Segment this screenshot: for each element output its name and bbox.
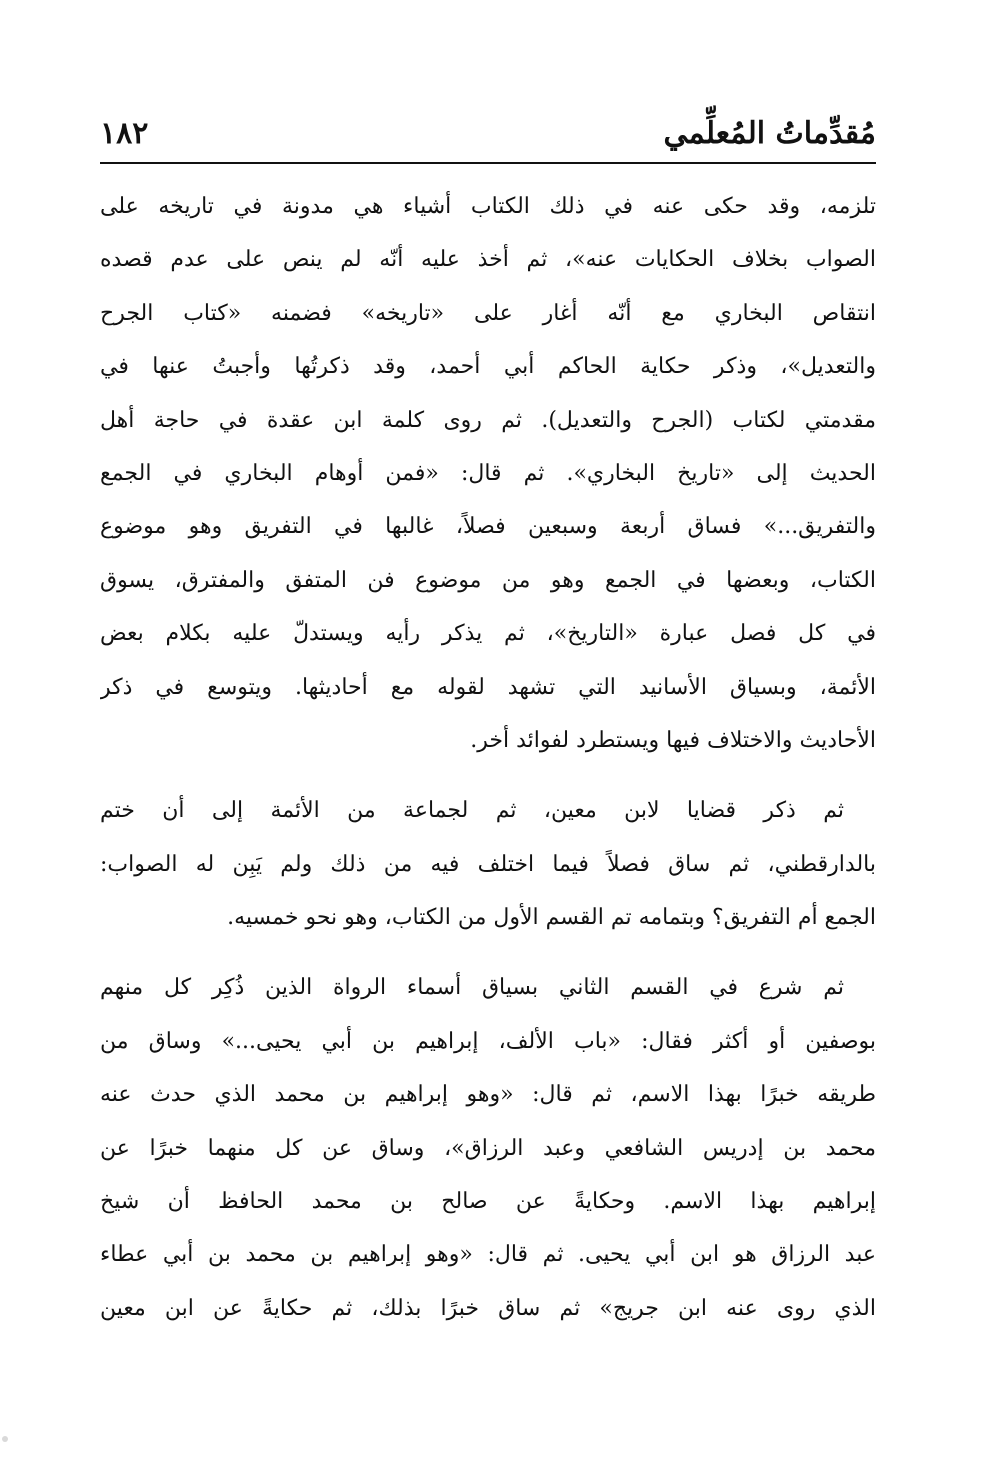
- text-line: ثم ذكر قضايا لابن معين، ثم لجماعة من الأئمة إلى أن ختم: [100, 798, 844, 824]
- text-line: الكتاب، وبعضها في الجمع وهو من موضوع فن المتفق والمفترق، يسوق: [100, 567, 876, 593]
- paragraph-gap: [100, 767, 876, 784]
- paragraph-2: [100, 784, 876, 944]
- text-line: في كل فصل عبارة «التاريخ»، ثم يذكر رأيه ويستدلّ عليه بكلام بعض: [100, 621, 876, 647]
- text-line: الحديث إلى «تاريخ البخاري». ثم قال: «فمن أوهام البخاري في الجمع: [100, 460, 876, 486]
- text-line: طريقه خبرًا بهذا الاسم، ثم قال: «وهو إبراهيم بن محمد الذي حدث عنه: [100, 1082, 876, 1108]
- text-line: الصواب بخلاف الحكايات عنه»، ثم أخذ عليه أنّه لم ينص على عدم قصده: [100, 247, 876, 273]
- page-header: [100, 108, 876, 164]
- text-line: بوصفين أو أكثر فقال: «باب الألف، إبراهيم بن أبي يحيى...» وساق من: [100, 1028, 876, 1054]
- scan-speck: [2, 1436, 8, 1442]
- text-line: بالدارقطني، ثم ساق فصلاً فيما اختلف فيه من ذلك ولم يَبِن له الصواب:: [100, 851, 876, 877]
- page-number: ١٨٢: [100, 116, 149, 151]
- text-line: إبراهيم بهذا الاسم. وحكايةً عن صالح بن محمد الحافظ أن شيخ: [100, 1189, 876, 1215]
- text-line: عبد الرزاق هو ابن أبي يحيى. ثم قال: «وهو إبراهيم بن محمد بن أبي عطاء: [100, 1242, 876, 1268]
- paragraph-gap: [100, 944, 876, 961]
- text-line: انتقاص البخاري مع أنّه أغار على «تاريخه» فضمنه «كتاب الجرح: [100, 300, 876, 326]
- text-line: ثم شرع في القسم الثاني بسياق أسماء الرواة الذين ذُكِر كل منهم: [100, 975, 844, 1001]
- text-line: والتفريق...» فساق أربعة وسبعين فصلاً، غالبها في التفريق وهو موضوع: [100, 514, 876, 540]
- text-line: محمد بن إدريس الشافعي وعبد الرزاق»، وساق عن كل منهما خبرًا عن: [100, 1135, 876, 1161]
- paragraph-3: [100, 961, 876, 1335]
- text-line: الأحاديث والاختلاف فيها ويستطرد لفوائد أخر.: [470, 727, 876, 753]
- text-line: والتعديل»، وذكر حكاية الحاكم أبي أحمد، وقد ذكرتُها وأجبتُ عنها في: [100, 354, 876, 380]
- paragraph-1: [100, 180, 876, 767]
- text-line: مقدمتي لكتاب (الجرح والتعديل). ثم روى كلمة ابن عقدة في حاجة أهل: [100, 407, 876, 433]
- text-line: الجمع أم التفريق؟ وبتمامه تم القسم الأول من الكتاب، وهو نحو خمسيه.: [227, 905, 876, 931]
- body-text: [100, 180, 876, 1335]
- header-divider: [100, 162, 876, 164]
- book-title: مُقدِّماتُ المُعلِّمي: [663, 116, 876, 151]
- text-line: الذي روى عنه ابن جريج» ثم ساق خبرًا بذلك، ثم حكايةً عن ابن معين: [100, 1295, 876, 1321]
- text-line: الأئمة، وبسياق الأسانيد التي تشهد لقوله مع أحاديثها. ويتوسع في ذكر: [100, 674, 876, 700]
- text-line: تلزمه، وقد حكى عنه في ذلك الكتاب أشياء هي مدونة في تاريخه على: [100, 194, 876, 219]
